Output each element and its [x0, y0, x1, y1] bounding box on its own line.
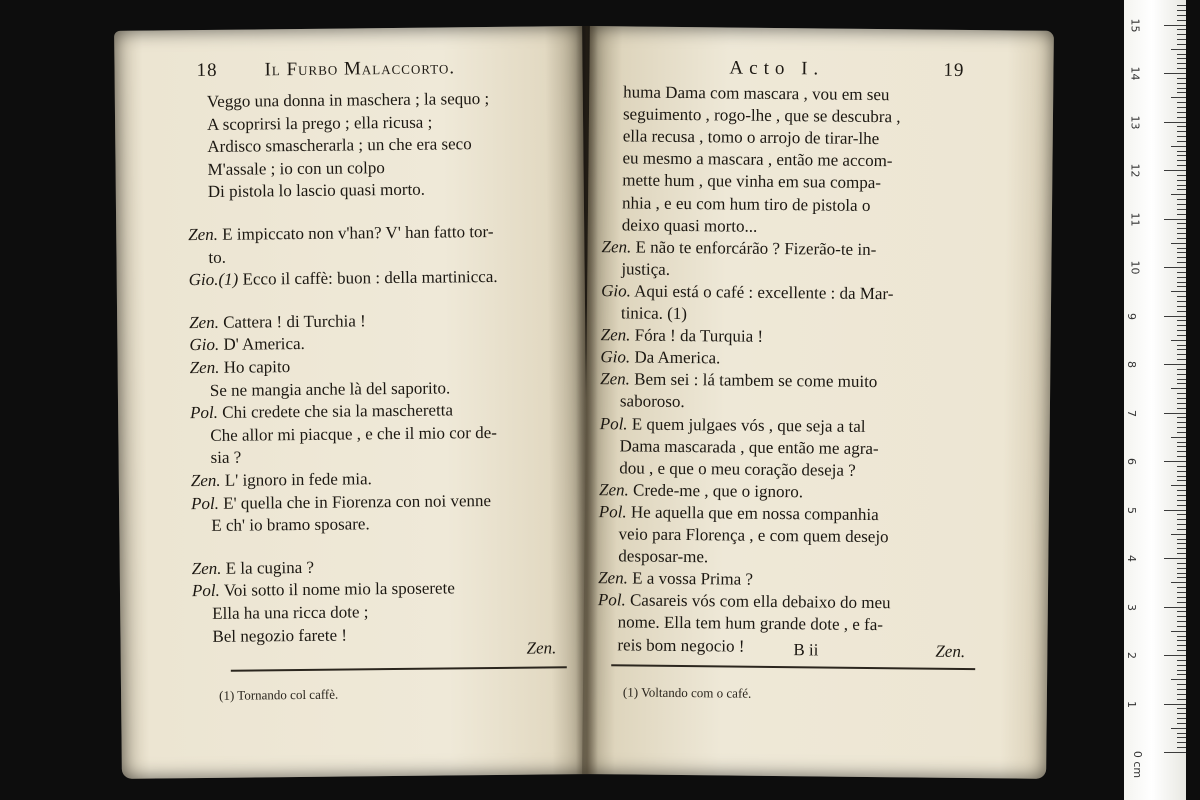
ruler-tick	[1177, 107, 1186, 108]
running-head-right: Acto I.	[729, 57, 825, 80]
ruler-tick	[1177, 548, 1186, 549]
footnote-right: (1) Voltando com o café.	[622, 684, 752, 701]
ruler-tick	[1177, 417, 1186, 418]
ruler-tick	[1177, 330, 1186, 331]
ruler-tick	[1177, 136, 1186, 137]
left-page	[114, 26, 590, 779]
ruler-tick	[1177, 311, 1186, 312]
ruler-tick	[1164, 704, 1186, 705]
ruler-number: 6	[1125, 458, 1138, 465]
measuring-ruler	[1124, 0, 1186, 800]
ruler-tick	[1177, 209, 1186, 210]
ruler-tick	[1177, 408, 1186, 409]
ruler-tick	[1177, 301, 1186, 302]
ruler-number: 13	[1128, 115, 1142, 129]
text-line: Zen. Crede-me , que o ignoro.	[598, 479, 804, 502]
ruler-tick	[1177, 718, 1186, 719]
ruler-tick	[1177, 102, 1186, 103]
text-line: Dama mascarada , que então me agra-	[619, 435, 879, 458]
ruler-tick	[1177, 587, 1186, 588]
ruler-tick	[1177, 476, 1186, 477]
ruler-tick	[1177, 495, 1186, 496]
ruler-tick	[1177, 713, 1186, 714]
ruler-tick	[1177, 742, 1186, 743]
ruler-tick	[1177, 151, 1186, 152]
ruler-tick	[1177, 505, 1186, 506]
text-line: Pol. E' quella che in Fiorenza con noi venne	[190, 490, 492, 513]
text-line: Gio.(1) Ecco il caffè: buon : della martinicca.	[188, 267, 498, 290]
ruler-tick	[1177, 257, 1186, 258]
running-head-left: Il Furbo Malaccorto.	[264, 57, 456, 81]
ruler-tick	[1177, 422, 1186, 423]
ruler-tick	[1177, 626, 1186, 627]
text-line: seguimento , rogo-lhe , que se descubra ,	[622, 104, 901, 127]
ruler-tick	[1177, 737, 1186, 738]
ruler-tick	[1177, 577, 1186, 578]
ruler-tick	[1177, 34, 1186, 35]
ruler-tick	[1177, 471, 1186, 472]
ruler-tick	[1177, 282, 1186, 283]
ruler-tick	[1177, 214, 1186, 215]
ruler-tick	[1171, 243, 1186, 244]
ruler-tick	[1177, 354, 1186, 355]
ruler-tick	[1171, 485, 1186, 486]
ruler-tick	[1177, 44, 1186, 45]
ruler-tick	[1177, 393, 1186, 394]
ruler-tick	[1164, 607, 1186, 608]
ruler-tick	[1177, 223, 1186, 224]
ruler-number: 15	[1128, 18, 1142, 32]
ruler-tick	[1177, 519, 1186, 520]
ruler-tick	[1177, 514, 1186, 515]
footnote-rule-left	[231, 666, 567, 672]
ruler-number: 10	[1128, 260, 1142, 275]
ruler-tick	[1177, 490, 1186, 491]
ruler-tick	[1177, 185, 1186, 186]
ruler-tick	[1164, 316, 1186, 317]
text-line: desposar-me.	[618, 546, 709, 567]
ruler-tick	[1177, 602, 1186, 603]
ruler-tick	[1171, 534, 1186, 535]
ruler-tick	[1177, 155, 1186, 156]
ruler-number: 14	[1128, 66, 1142, 81]
ruler-tick	[1177, 553, 1186, 554]
text-line: sia ?	[210, 448, 242, 468]
text-line: deixo quasi morto...	[621, 214, 758, 236]
ruler-tick	[1177, 733, 1186, 734]
ruler-tick	[1177, 650, 1186, 651]
text-line: Zen. Cattera ! di Turchia !	[189, 311, 366, 332]
ruler-tick	[1171, 340, 1186, 341]
ruler-tick	[1177, 112, 1186, 113]
ruler-tick	[1171, 146, 1186, 147]
text-line: Ella ha una ricca dote ;	[212, 602, 369, 623]
text-line: Bel negozio farete !	[212, 625, 348, 646]
ruler-tick	[1177, 88, 1186, 89]
ruler-tick	[1177, 63, 1186, 64]
ruler-tick	[1177, 529, 1186, 530]
text-line: Zen. Ho capito	[189, 357, 291, 378]
ruler-tick	[1171, 728, 1186, 729]
ruler-tick	[1177, 524, 1186, 525]
ruler-tick	[1177, 335, 1186, 336]
text-line: huma Dama com mascara , vou em seu	[623, 82, 890, 105]
ruler-tick	[1177, 611, 1186, 612]
ruler-unit-label: 0 cm	[1131, 750, 1145, 779]
text-line: justiça.	[621, 259, 671, 279]
ruler-tick	[1177, 199, 1186, 200]
text-line: saboroso.	[619, 391, 685, 412]
ruler-tick	[1177, 189, 1186, 190]
ruler-tick	[1177, 296, 1186, 297]
ruler-tick	[1177, 597, 1186, 598]
text-line: nhia , e eu com hum tiro de pistola o	[621, 192, 871, 215]
ruler-tick	[1177, 689, 1186, 690]
ruler-tick	[1177, 674, 1186, 675]
ruler-tick	[1177, 403, 1186, 404]
text-line: A scoprirsi la prego ; ella ricusa ;	[206, 112, 433, 134]
ruler-number: 11	[1128, 212, 1142, 226]
text-line: dou , e que o meu coração deseja ?	[619, 458, 856, 480]
ruler-tick	[1164, 510, 1186, 511]
text-line: Pol. Chi credete che sia la mascheretta	[190, 400, 454, 423]
ruler-tick	[1177, 306, 1186, 307]
ruler-tick	[1177, 228, 1186, 229]
ruler-number: 5	[1125, 506, 1138, 514]
ruler-tick	[1177, 747, 1186, 748]
signature-mark: B ii	[793, 640, 819, 660]
ruler-tick	[1177, 272, 1186, 273]
text-line: Pol. Casareis vós com ella debaixo do meu	[597, 590, 891, 613]
text-line: M'assale ; io con un colpo	[207, 157, 385, 179]
ruler-number: 9	[1125, 312, 1138, 320]
ruler-tick	[1177, 131, 1186, 132]
text-line: Pol. E quem julgaes vós , que seja a tal	[599, 413, 866, 436]
text-line: Zen. Fóra ! da Turquia !	[600, 325, 764, 346]
text-line: Pol. Voi sotto il nome mio la sposerete	[191, 578, 455, 601]
ruler-tick	[1171, 388, 1186, 389]
ruler-tick	[1177, 446, 1186, 447]
ruler-tick	[1177, 466, 1186, 467]
ruler-number: 7	[1125, 409, 1138, 417]
ruler-tick	[1171, 291, 1186, 292]
ruler-tick	[1177, 325, 1186, 326]
ruler-tick	[1171, 679, 1186, 680]
text-line: Zen. E la cugina ?	[191, 557, 315, 578]
ruler-tick	[1177, 248, 1186, 249]
text-line: veio para Florença , e com quem desejo	[618, 524, 889, 547]
ruler-tick	[1164, 25, 1186, 26]
ruler-tick	[1171, 582, 1186, 583]
ruler-tick	[1177, 660, 1186, 661]
ruler-tick	[1177, 543, 1186, 544]
ruler-tick	[1177, 286, 1186, 287]
ruler-tick	[1177, 78, 1186, 79]
ruler-tick	[1171, 97, 1186, 98]
ruler-tick	[1177, 175, 1186, 176]
ruler-tick	[1171, 631, 1186, 632]
ruler-tick	[1177, 160, 1186, 161]
ruler-number: 3	[1125, 603, 1138, 611]
text-line: Gio. D' America.	[189, 334, 305, 355]
text-line: eu mesmo a mascara , então me accom-	[622, 148, 893, 171]
ruler-tick	[1177, 665, 1186, 666]
ruler-tick	[1177, 616, 1186, 617]
ruler-tick	[1164, 413, 1186, 414]
catchword-left: Zen.	[526, 638, 557, 658]
text-line: Pol. He aquella que em nossa companhia	[598, 502, 879, 524]
ruler-tick	[1164, 558, 1186, 559]
ruler-tick	[1177, 262, 1186, 263]
text-line: Zen. E a vossa Prima ?	[598, 568, 754, 589]
text-line: Zen. Bem sei : lá tambem se come muito	[600, 369, 878, 392]
ruler-tick	[1177, 68, 1186, 69]
ruler-tick	[1177, 252, 1186, 253]
ruler-tick	[1177, 117, 1186, 118]
ruler-tick	[1177, 539, 1186, 540]
ruler-tick	[1177, 640, 1186, 641]
open-book	[118, 26, 1050, 774]
ruler-tick	[1177, 277, 1186, 278]
text-line: Se ne mangia anche là del saporito.	[209, 378, 451, 400]
ruler-tick	[1177, 204, 1186, 205]
book-gutter	[576, 26, 598, 774]
ruler-tick	[1177, 451, 1186, 452]
ruler-tick	[1164, 461, 1186, 462]
ruler-number: 4	[1125, 555, 1138, 562]
ruler-tick	[1177, 442, 1186, 443]
page-number-left: 18	[196, 59, 218, 82]
ruler-tick	[1177, 568, 1186, 569]
right-page	[582, 26, 1054, 779]
ruler-tick	[1164, 219, 1186, 220]
ruler-tick	[1177, 621, 1186, 622]
text-line: Che allor mi piacque , e che il mio cor de-	[210, 422, 497, 445]
text-line: Veggo una donna in maschera ; la sequo ;	[206, 88, 490, 111]
text-line: E ch' io bramo sposare.	[211, 514, 370, 536]
catchword-right: Zen.	[935, 641, 966, 661]
ruler-tick	[1177, 10, 1186, 11]
ruler-number: 2	[1125, 652, 1138, 659]
ruler-tick	[1177, 349, 1186, 350]
ruler-tick	[1177, 238, 1186, 239]
ruler-tick	[1171, 49, 1186, 50]
ruler-tick	[1177, 500, 1186, 501]
text-line: Zen. E impiccato non v'han? V' han fatto tor-	[188, 221, 494, 245]
text-line: Di pistola lo lascio quasi morto.	[207, 180, 426, 202]
ruler-tick	[1177, 379, 1186, 380]
text-line: reis bom negocio !	[617, 634, 745, 656]
ruler-tick	[1177, 723, 1186, 724]
ruler-tick	[1177, 684, 1186, 685]
ruler-number: 8	[1125, 361, 1138, 368]
ruler-tick	[1177, 29, 1186, 30]
ruler-tick	[1177, 670, 1186, 671]
ruler-tick	[1177, 233, 1186, 234]
ruler-tick	[1177, 345, 1186, 346]
ruler-tick	[1177, 563, 1186, 564]
ruler-tick	[1177, 15, 1186, 16]
ruler-tick	[1164, 655, 1186, 656]
ruler-tick	[1171, 194, 1186, 195]
ruler-tick	[1177, 645, 1186, 646]
text-line: ella recusa , tomo o arrojo de tirar-lhe	[622, 126, 880, 149]
ruler-tick	[1177, 54, 1186, 55]
ruler-tick	[1164, 364, 1186, 365]
ruler-tick	[1164, 170, 1186, 171]
ruler-tick	[1177, 359, 1186, 360]
ruler-tick	[1177, 456, 1186, 457]
ruler-tick	[1177, 92, 1186, 93]
ruler-tick	[1171, 437, 1186, 438]
page-number-right: 19	[943, 59, 965, 81]
ruler-tick	[1177, 636, 1186, 637]
footnote-left: (1) Tornando col caffè.	[218, 686, 339, 703]
ruler-tick	[1177, 432, 1186, 433]
ruler-tick	[1164, 73, 1186, 74]
ruler-tick	[1177, 699, 1186, 700]
ruler-tick	[1177, 592, 1186, 593]
ruler-tick	[1177, 141, 1186, 142]
ruler-tick	[1177, 708, 1186, 709]
footnote-rule-right	[611, 664, 975, 670]
ruler-tick	[1164, 752, 1186, 753]
ruler-tick	[1177, 398, 1186, 399]
text-line: Zen. L' ignoro in fede mia.	[190, 469, 372, 491]
ruler-tick	[1177, 5, 1186, 6]
text-line: Zen. E não te enforcárão ? Fizerão-te in-	[601, 236, 877, 259]
text-line: Gio. Da America.	[600, 347, 721, 368]
text-line: nome. Ella tem hum grande dote , e fa-	[617, 612, 884, 635]
text-line: Gio. Aqui está o café : excellente : da Mar-	[601, 281, 894, 304]
text-line: Ardisco smascherarla ; un che era seco	[207, 134, 472, 157]
ruler-tick	[1177, 480, 1186, 481]
ruler-tick	[1177, 320, 1186, 321]
ruler-tick	[1164, 122, 1186, 123]
ruler-tick	[1177, 83, 1186, 84]
ruler-tick	[1177, 126, 1186, 127]
ruler-number: 1	[1125, 700, 1138, 708]
text-line: tinica. (1)	[620, 303, 688, 324]
ruler-tick	[1177, 39, 1186, 40]
ruler-tick	[1177, 369, 1186, 370]
text-line: to.	[208, 247, 227, 267]
ruler-tick	[1177, 383, 1186, 384]
text-line: mette hum , que vinha em sua compa-	[622, 170, 882, 193]
ruler-number: 12	[1128, 163, 1142, 178]
ruler-tick	[1177, 20, 1186, 21]
ruler-tick	[1164, 267, 1186, 268]
ruler-tick	[1177, 694, 1186, 695]
ruler-tick	[1177, 374, 1186, 375]
ruler-tick	[1177, 427, 1186, 428]
ruler-tick	[1177, 58, 1186, 59]
ruler-tick	[1177, 180, 1186, 181]
ruler-tick	[1177, 165, 1186, 166]
ruler-tick	[1177, 573, 1186, 574]
